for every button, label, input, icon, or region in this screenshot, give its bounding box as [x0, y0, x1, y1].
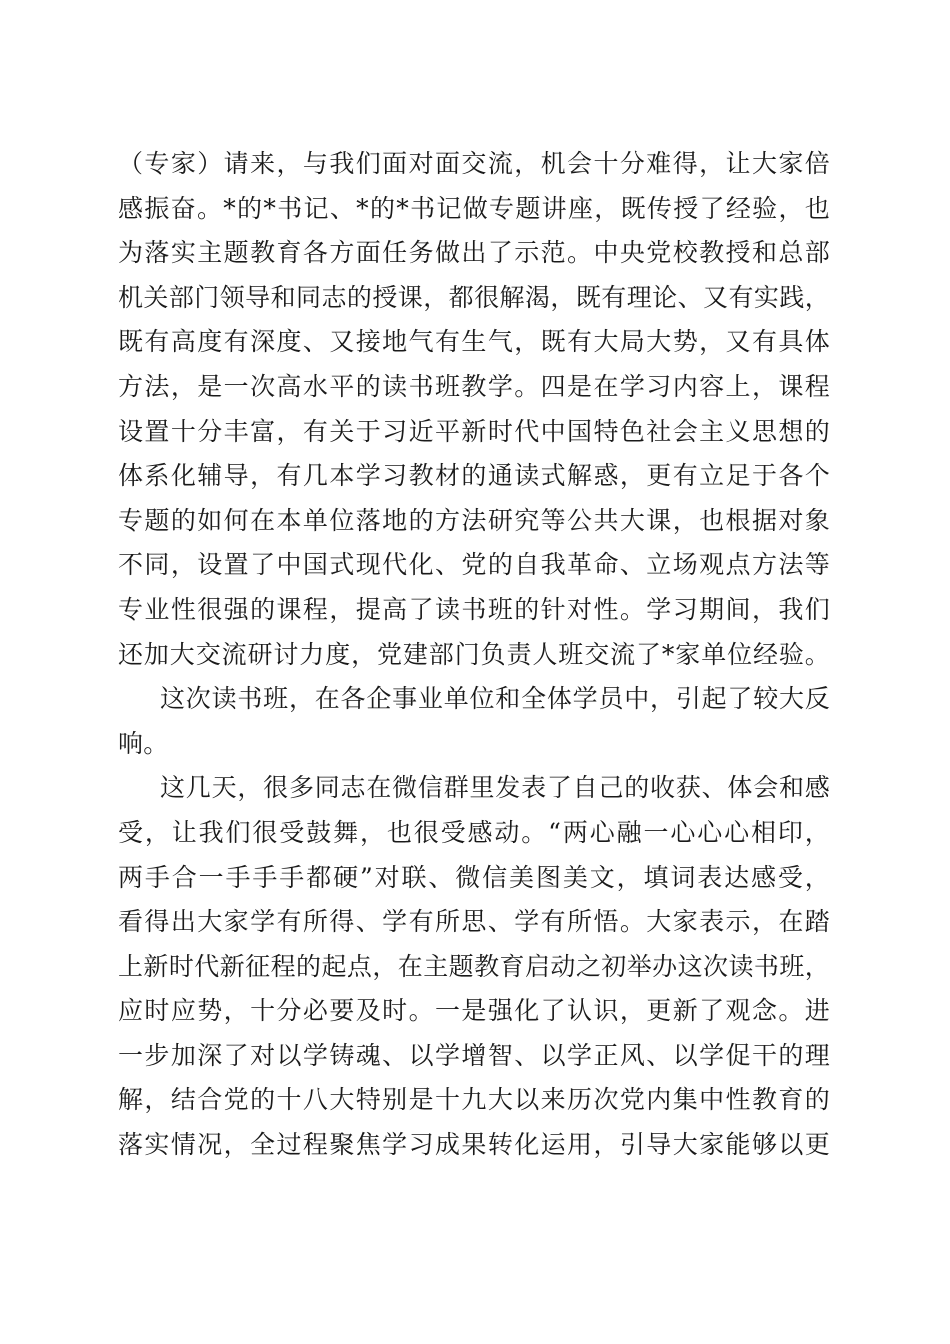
- text-line: （专家）请来，与我们面对面交流，机会十分难得，让大家倍: [118, 149, 830, 178]
- text-line: 一步加深了对以学铸魂、以学增智、以学正风、以学促干的理: [118, 1040, 830, 1070]
- paragraph-first-line: 这几天，很多同志在微信群里发表了自己的收获、体会和感: [160, 773, 830, 803]
- text-line: 感振奋。*的*书记、*的*书记做专题讲座，既传授了经验，也: [118, 193, 830, 223]
- text-line: 解，结合党的十八大特别是十九大以来历次党内集中性教育的: [118, 1085, 830, 1115]
- text-line: 方法，是一次高水平的读书班教学。四是在学习内容上，课程: [118, 371, 830, 401]
- text-line: 专业性很强的课程，提高了读书班的针对性。学习期间，我们: [118, 594, 830, 624]
- text-line: 两手合一手手手都硬”对联、微信美图美文，填词表达感受，: [118, 862, 830, 892]
- text-line: 看得出大家学有所得、学有所思、学有所悟。大家表示，在踏: [118, 907, 830, 937]
- text-line: 响。: [118, 728, 169, 758]
- text-line: 应时应势，十分必要及时。一是强化了认识，更新了观念。进: [118, 996, 830, 1026]
- paragraph-first-line: 这次读书班，在各企事业单位和全体学员中，引起了较大反: [160, 684, 830, 714]
- text-line: 受，让我们很受鼓舞，也很受感动。“两心融一心心心相印，: [118, 817, 830, 847]
- text-line: 体系化辅导，有几本学习教材的通读式解惑，更有立足于各个: [118, 461, 830, 491]
- text-line: 既有高度有深度、又接地气有生气，既有大局大势，又有具体: [118, 327, 830, 357]
- text-line: 设置十分丰富，有关于习近平新时代中国特色社会主义思想的: [118, 416, 830, 446]
- text-line: 专题的如何在本单位落地的方法研究等公共大课，也根据对象: [118, 505, 830, 535]
- text-line: 还加大交流研讨力度，党建部门负责人班交流了*家单位经验。: [118, 639, 830, 669]
- text-line: 为落实主题教育各方面任务做出了示范。中央党校教授和总部: [118, 238, 830, 268]
- text-line: 落实情况，全过程聚焦学习成果转化运用，引导大家能够以更: [118, 1130, 830, 1160]
- body-text: [118, 142, 830, 1168]
- text-line: 机关部门领导和同志的授课，都很解渴，既有理论、又有实践，: [118, 282, 830, 312]
- text-line: 上新时代新征程的起点，在主题教育启动之初举办这次读书班，: [118, 951, 830, 981]
- text-line: 不同，设置了中国式现代化、党的自我革命、立场观点方法等: [118, 550, 830, 580]
